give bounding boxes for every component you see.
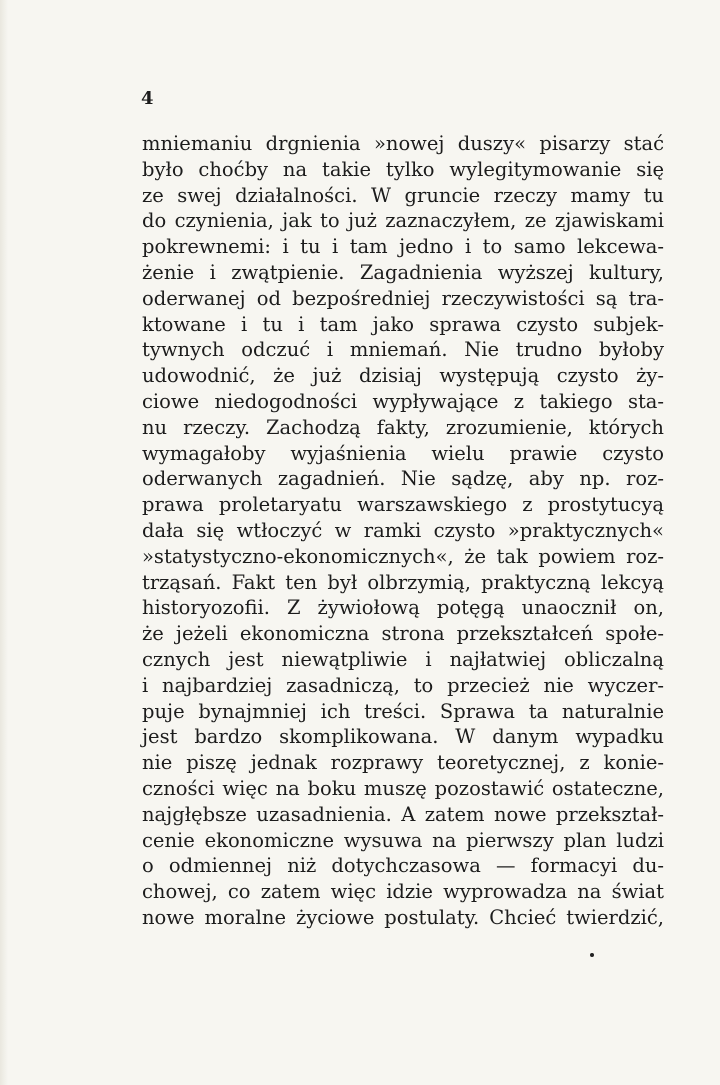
text-line: »statystyczno-ekonomicznych«, że tak powiem roz-: [142, 544, 664, 568]
text-line: żenie i zwątpienie. Zagadnienia wyższej kultury,: [142, 260, 664, 284]
text-line: najgłębsze uzasadnienia. A zatem nowe przekształ-: [142, 802, 664, 826]
text-line: oderwanych zagadnień. Nie sądzę, aby np. roz-: [142, 467, 664, 491]
text-line: że jeżeli ekonomiczna strona przekształceń społe-: [142, 622, 664, 646]
text-line: prawa proletaryatu warszawskiego z prostytucyą: [142, 493, 664, 517]
text-line: oderwanej od bezpośredniej rzeczywistości są tra-: [142, 286, 664, 310]
text-line: nie piszę jednak rozprawy teoretycznej, z konie-: [142, 751, 664, 775]
text-line: trząsań. Fakt ten był olbrzymią, praktyczną lekcyą: [142, 570, 664, 594]
text-line: mniemaniu drgnienia »nowej duszy« pisarzy stać: [142, 132, 664, 155]
text-line: puje bynajmniej ich treści. Sprawa ta naturalnie: [142, 699, 664, 723]
text-line: czności więc na boku muszę pozostawić ostateczne,: [142, 776, 664, 800]
text-line: wymagałoby wyjaśnienia wielu prawie czysto: [142, 441, 664, 465]
scan-dot-mark: [590, 953, 594, 957]
text-line: ciowe niedogodności wypływające z takiego sta-: [142, 389, 664, 413]
text-line: chowej, co zatem więc idzie wyprowadza na świat: [142, 880, 664, 904]
text-line: nowe moralne życiowe postulaty. Chcieć twierdzić,: [142, 905, 664, 929]
page-edge-shadow: [0, 0, 8, 1085]
text-line: było choćby na takie tylko wylegitymowanie się: [142, 157, 664, 181]
page-number: 4: [141, 88, 154, 109]
text-line: cenie ekonomiczne wysuwa na pierwszy plan ludzi: [142, 828, 664, 852]
body-text: [142, 131, 664, 931]
text-line: tywnych odczuć i mniemań. Nie trudno byłoby: [142, 338, 664, 362]
text-line: jest bardzo skomplikowana. W danym wypadku: [142, 725, 664, 749]
text-line: ze swej działalności. W gruncie rzeczy mamy tu: [142, 183, 664, 207]
text-line: historyozofii. Z żywiołową potęgą unaocznił on,: [142, 596, 664, 620]
text-line: udowodnić, że już dzisiaj występują czysto ży-: [142, 364, 664, 388]
text-line: ktowane i tu i tam jako sprawa czysto subjek-: [142, 312, 664, 336]
text-line: cznych jest niewątpliwie i najłatwiej obliczalną: [142, 647, 664, 671]
text-line: pokrewnemi: i tu i tam jedno i to samo lekcewa-: [142, 235, 664, 259]
text-line: nu rzeczy. Zachodzą fakty, zrozumienie, których: [142, 415, 664, 439]
text-line: do czynienia, jak to już zaznaczyłem, ze zjawiskami: [142, 209, 664, 233]
text-line: i najbardziej zasadniczą, to przecież nie wyczer-: [142, 673, 664, 697]
text-line: o odmiennej niż dotychczasowa — formacyi du-: [142, 854, 664, 878]
text-line: dała się wtłoczyć w ramki czysto »praktycznych«: [142, 518, 664, 542]
